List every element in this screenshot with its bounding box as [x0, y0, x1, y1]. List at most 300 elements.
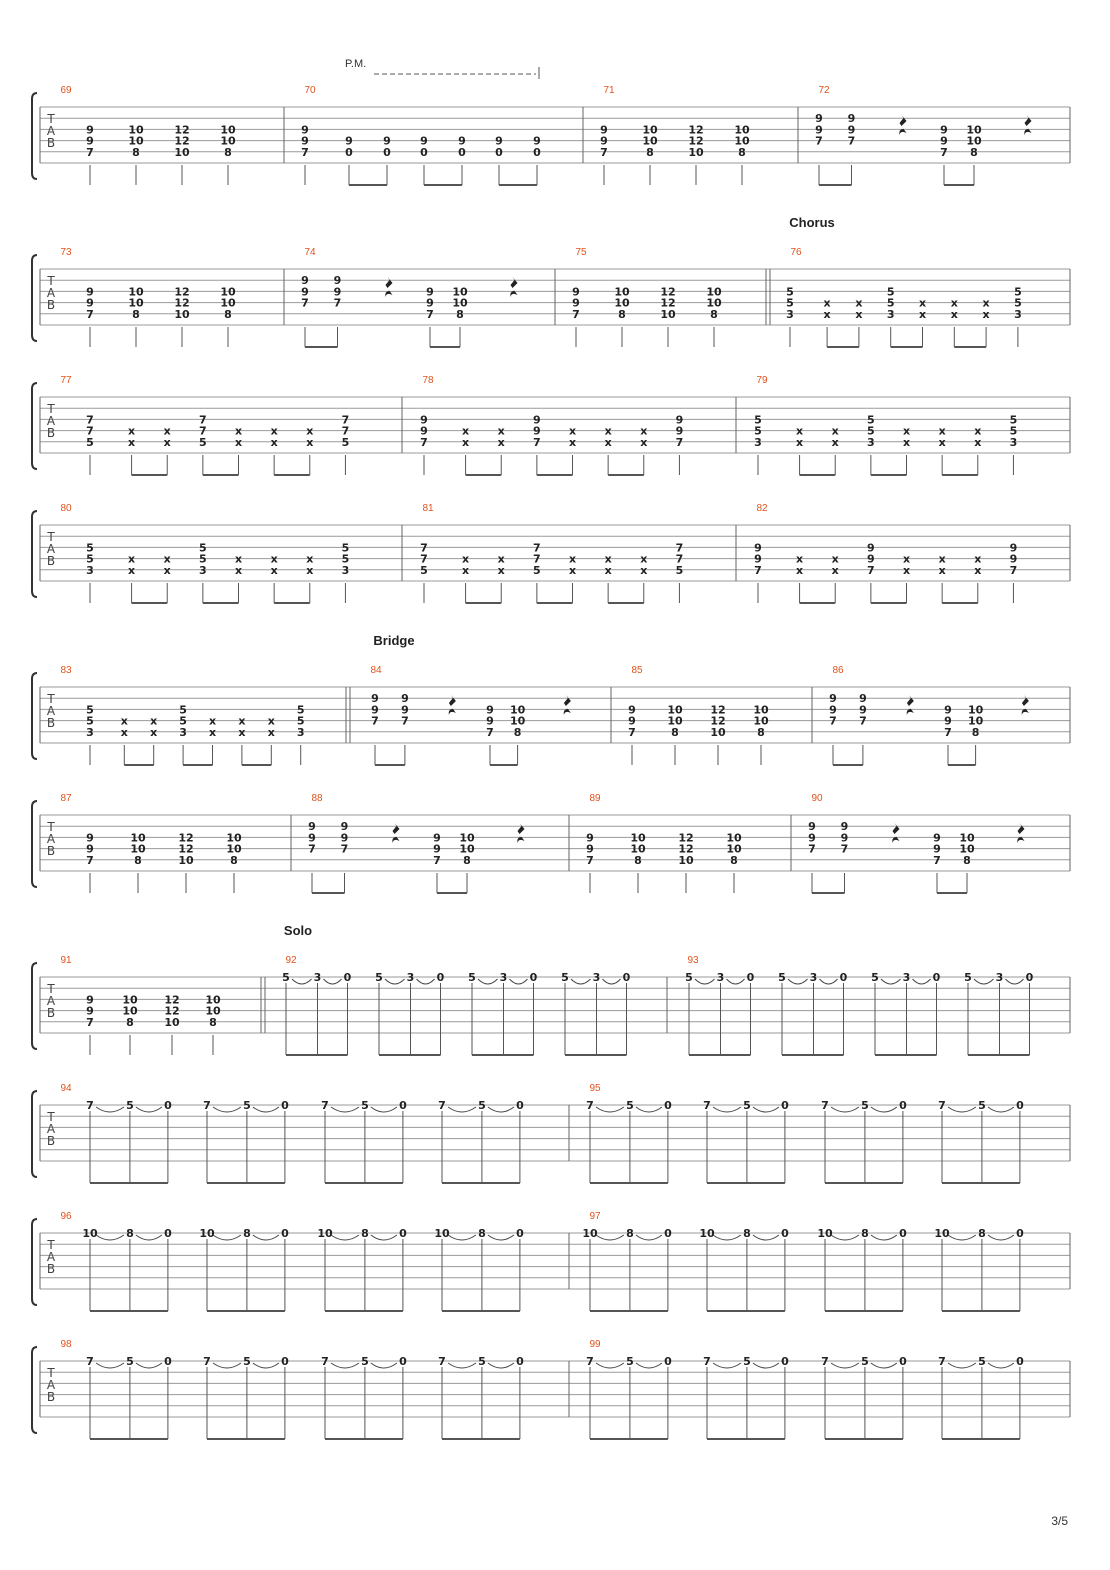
fret-number: 0 — [343, 971, 352, 984]
section-label-solo: Solo — [283, 923, 313, 938]
system-brace — [32, 511, 37, 597]
fret-number: 10 — [934, 1227, 950, 1240]
fret-number: 9 — [420, 424, 428, 438]
fret-number: 9 — [333, 274, 342, 288]
tab-clef-letter: B — [46, 426, 56, 440]
fret-number: 9 — [808, 820, 816, 834]
fret-number: 10 — [220, 123, 236, 137]
fret-number: 5 — [1009, 413, 1018, 427]
fret-number: 5 — [964, 971, 972, 984]
slur — [571, 979, 591, 984]
measure-number: 99 — [589, 1339, 601, 1350]
muted-note: x — [497, 563, 505, 577]
fret-number: 7 — [703, 1355, 711, 1368]
muted-note: x — [950, 307, 958, 321]
fret-number: 12 — [174, 123, 190, 137]
fret-number: 7 — [308, 842, 316, 856]
fret-number: 12 — [660, 296, 676, 310]
tab-clef-letter: T — [47, 692, 55, 706]
slur — [974, 979, 994, 984]
fret-number: 7 — [321, 1355, 329, 1368]
slur — [871, 1363, 897, 1368]
muted-note: x — [163, 435, 171, 449]
measure-number: 69 — [60, 85, 72, 96]
fret-number: 0 — [664, 1099, 672, 1112]
fret-number: 10 — [220, 134, 236, 148]
tab-clef-letter: B — [46, 1006, 56, 1020]
fret-number: 8 — [478, 1227, 486, 1240]
measure-number: 70 — [304, 85, 316, 96]
fret-number: 5 — [296, 703, 305, 717]
fret-number: 9 — [944, 703, 952, 717]
staff-system — [32, 1219, 1070, 1305]
fret-number: 9 — [815, 123, 823, 137]
fret-number: 7 — [199, 413, 207, 427]
fret-number: 7 — [808, 842, 816, 856]
fret-number: 10 — [734, 123, 750, 137]
slur — [713, 1363, 741, 1368]
fret-number: 10 — [174, 307, 190, 321]
fret-number: 9 — [426, 296, 434, 310]
fret-number: 5 — [754, 424, 762, 438]
fret-number: 8 — [743, 1227, 751, 1240]
muted-note: x — [831, 424, 839, 438]
fret-number: 9 — [420, 134, 428, 148]
fret-number: 8 — [132, 307, 140, 321]
muted-note: x — [128, 424, 136, 438]
fret-number: 10 — [174, 145, 190, 159]
muted-note: x — [234, 563, 243, 577]
fret-number: 9 — [383, 134, 391, 148]
fret-number: 10 — [630, 842, 646, 856]
fret-number: 9 — [86, 296, 94, 310]
slur — [713, 1107, 741, 1112]
fret-number: 7 — [533, 552, 541, 566]
fret-number: 7 — [86, 145, 94, 159]
fret-number: 7 — [438, 1355, 446, 1368]
fret-number: 7 — [86, 853, 94, 867]
fret-number: 5 — [86, 714, 94, 728]
measure-number: 87 — [60, 793, 72, 804]
fret-number: 10 — [220, 285, 236, 299]
slur — [488, 1363, 514, 1368]
muted-note: x — [238, 725, 246, 739]
muted-note: x — [604, 563, 612, 577]
fret-number: 10 — [726, 842, 742, 856]
slur — [331, 1235, 359, 1240]
fret-number: 12 — [174, 296, 190, 310]
muted-note: x — [120, 725, 128, 739]
muted-note: x — [270, 435, 278, 449]
fret-number: 12 — [178, 842, 194, 856]
fret-number: 9 — [829, 692, 837, 706]
muted-note: x — [497, 552, 505, 566]
fret-number: 0 — [516, 1099, 524, 1112]
fret-number: 10 — [452, 296, 468, 310]
fret-number: 0 — [383, 145, 391, 159]
fret-number: 7 — [341, 413, 350, 427]
fret-number: 9 — [586, 831, 594, 845]
fret-number: 10 — [753, 714, 769, 728]
muted-note: x — [640, 563, 648, 577]
fret-number: 10 — [967, 714, 984, 728]
fret-number: 10 — [582, 1227, 598, 1240]
fret-number: 7 — [859, 714, 867, 728]
fret-number: 9 — [86, 993, 94, 1007]
fret-number: 8 — [126, 1015, 134, 1029]
fret-number: 10 — [660, 307, 676, 321]
fret-number: 9 — [371, 703, 379, 717]
fret-number: 3 — [886, 307, 895, 321]
fret-number: 9 — [420, 413, 428, 427]
slur — [371, 1235, 397, 1240]
fret-number: 7 — [572, 307, 580, 321]
fret-number: 5 — [296, 714, 305, 728]
fret-number: 7 — [1009, 563, 1018, 577]
fret-number: 8 — [132, 145, 140, 159]
fret-number: 9 — [458, 134, 466, 148]
fret-number: 9 — [86, 285, 94, 299]
fret-number: 0 — [516, 1227, 524, 1240]
fret-number: 5 — [420, 563, 428, 577]
fret-number: 0 — [1016, 1355, 1024, 1368]
fret-number: 10 — [688, 145, 704, 159]
slur — [636, 1363, 662, 1368]
tab-clef-letter: A — [46, 542, 56, 556]
fret-number: 10 — [678, 853, 694, 867]
muted-note: x — [568, 424, 577, 438]
fret-number: 3 — [179, 725, 187, 739]
fret-number: 7 — [426, 307, 434, 321]
muted-note: x — [902, 552, 911, 566]
tab-clef-letter: B — [46, 554, 56, 568]
fret-number: 9 — [401, 692, 409, 706]
muted-note: x — [497, 435, 505, 449]
fret-number: 3 — [499, 971, 508, 984]
muted-note: x — [568, 435, 577, 449]
muted-note: x — [128, 552, 136, 566]
fret-number: 9 — [86, 1004, 94, 1018]
fret-number: 0 — [164, 1355, 172, 1368]
fret-number: 5 — [243, 1355, 251, 1368]
measure-number: 83 — [60, 665, 72, 676]
fret-number: 5 — [754, 413, 762, 427]
fret-number: 9 — [333, 285, 342, 299]
fret-number: 5 — [871, 971, 879, 984]
fret-number: 7 — [401, 714, 409, 728]
fret-number: 5 — [341, 435, 350, 449]
muted-note: x — [306, 552, 314, 566]
fret-number: 7 — [940, 145, 948, 159]
fret-number: 12 — [174, 134, 190, 148]
tab-clef-letter: A — [46, 286, 56, 300]
muted-note: x — [831, 563, 839, 577]
fret-number: 7 — [675, 435, 684, 449]
tab-clef-letter: A — [46, 832, 56, 846]
fret-number: 0 — [164, 1099, 172, 1112]
fret-number: 5 — [861, 1355, 869, 1368]
fret-number: 5 — [675, 563, 684, 577]
tab-clef-letter: A — [46, 1122, 56, 1136]
fret-number: 0 — [1016, 1227, 1024, 1240]
fret-number: 7 — [438, 1099, 446, 1112]
fret-number: 10 — [966, 134, 982, 148]
fret-number: 5 — [685, 971, 693, 984]
fret-number: 10 — [128, 285, 144, 299]
fret-number: 5 — [626, 1355, 634, 1368]
muted-note: x — [974, 552, 982, 566]
fret-number: 12 — [660, 285, 676, 299]
measure-number: 81 — [422, 503, 434, 514]
fret-number: 8 — [209, 1015, 217, 1029]
tab-clef-letter: T — [47, 274, 55, 288]
fret-number: 9 — [86, 842, 94, 856]
fret-number: 9 — [345, 134, 353, 148]
fret-number: 5 — [361, 1099, 369, 1112]
slur — [292, 979, 312, 984]
slur — [448, 1107, 476, 1112]
fret-number: 8 — [963, 853, 971, 867]
fret-number: 8 — [456, 307, 464, 321]
fret-number: 9 — [308, 831, 316, 845]
fret-number: 5 — [86, 552, 94, 566]
slur — [788, 979, 808, 984]
slur — [213, 1107, 241, 1112]
muted-note: x — [640, 424, 648, 438]
muted-note: x — [796, 435, 804, 449]
fret-number: 8 — [243, 1227, 251, 1240]
fret-number: 9 — [600, 134, 608, 148]
fret-number: 3 — [716, 971, 725, 984]
fret-number: 9 — [426, 285, 434, 299]
fret-number: 10 — [128, 123, 144, 137]
muted-note: x — [306, 563, 314, 577]
fret-number: 9 — [433, 842, 441, 856]
tab-clef-letter: B — [46, 716, 56, 730]
fret-number: 0 — [664, 1227, 672, 1240]
fret-number: 9 — [486, 703, 494, 717]
fret-number: 0 — [932, 971, 941, 984]
fret-number: 7 — [847, 134, 856, 148]
muted-note: x — [568, 552, 577, 566]
fret-number: 8 — [978, 1227, 986, 1240]
fret-number: 10 — [122, 993, 138, 1007]
fret-number: 10 — [817, 1227, 833, 1240]
muted-note: x — [855, 307, 863, 321]
fret-number: 9 — [859, 703, 867, 717]
muted-note: x — [150, 714, 158, 728]
fret-number: 7 — [829, 714, 837, 728]
fret-number: 0 — [622, 971, 631, 984]
slur — [96, 1235, 124, 1240]
fret-number: 7 — [586, 853, 594, 867]
muted-note: x — [163, 563, 171, 577]
slur — [695, 979, 715, 984]
muted-note: x — [462, 424, 470, 438]
muted-note: x — [902, 424, 911, 438]
fret-number: 3 — [86, 725, 94, 739]
fret-number: 3 — [1014, 307, 1022, 321]
fret-number: 5 — [86, 541, 94, 555]
slur — [636, 1235, 662, 1240]
muted-note: x — [823, 307, 831, 321]
muted-note: x — [234, 435, 243, 449]
fret-number: 0 — [781, 1355, 789, 1368]
fret-number: 3 — [341, 563, 350, 577]
fret-number: 12 — [678, 842, 694, 856]
fret-number: 5 — [243, 1099, 251, 1112]
fret-number: 9 — [308, 820, 316, 834]
fret-number: 10 — [130, 831, 146, 845]
fret-number: 0 — [281, 1099, 289, 1112]
measure-number: 76 — [790, 247, 802, 258]
slur — [603, 979, 621, 984]
fret-number: 3 — [809, 971, 818, 984]
slur — [636, 1107, 662, 1112]
muted-note: x — [902, 563, 911, 577]
fret-number: 9 — [944, 714, 952, 728]
fret-number: 7 — [86, 1015, 94, 1029]
slur — [881, 979, 901, 984]
fret-number: 9 — [1009, 541, 1018, 555]
tab-clef-letter: T — [47, 1110, 55, 1124]
tab-clef-letter: B — [46, 1134, 56, 1148]
slur — [324, 979, 342, 984]
slur — [713, 1235, 741, 1240]
fret-number: 9 — [867, 541, 875, 555]
fret-number: 10 — [509, 703, 526, 717]
slur — [96, 1363, 124, 1368]
staff-system — [32, 673, 1070, 759]
fret-number: 10 — [959, 831, 975, 845]
slur — [948, 1235, 976, 1240]
fret-number: 12 — [174, 285, 190, 299]
fret-number: 0 — [781, 1227, 789, 1240]
fret-number: 10 — [205, 993, 221, 1007]
slur — [596, 1235, 624, 1240]
fret-number: 7 — [203, 1355, 211, 1368]
muted-note: x — [823, 296, 831, 310]
fret-number: 10 — [226, 831, 242, 845]
palm-mute-label: P.M. — [345, 58, 367, 70]
fret-number: 8 — [513, 725, 522, 739]
fret-number: 9 — [486, 714, 494, 728]
slur — [596, 1107, 624, 1112]
fret-number: 5 — [786, 296, 794, 310]
fret-number: 7 — [933, 853, 941, 867]
fret-number: 12 — [164, 993, 180, 1007]
muted-note: x — [640, 552, 648, 566]
muted-note: x — [855, 296, 863, 310]
system-brace — [32, 1219, 37, 1305]
fret-number: 0 — [1016, 1099, 1024, 1112]
fret-number: 10 — [205, 1004, 221, 1018]
fret-number: 10 — [630, 831, 646, 845]
muted-note: x — [831, 435, 839, 449]
fret-number: 10 — [130, 842, 146, 856]
fret-number: 9 — [628, 714, 636, 728]
fret-number: 10 — [734, 134, 750, 148]
fret-number: 0 — [399, 1355, 407, 1368]
fret-number: 5 — [468, 971, 476, 984]
fret-number: 10 — [642, 134, 658, 148]
staff-system — [32, 963, 1070, 1049]
fret-number: 9 — [340, 831, 349, 845]
fret-number: 9 — [940, 123, 948, 137]
fret-number: 10 — [509, 714, 526, 728]
muted-note: x — [120, 714, 128, 728]
muted-note: x — [796, 563, 804, 577]
fret-number: 10 — [178, 853, 194, 867]
fret-number: 8 — [361, 1227, 369, 1240]
fret-number: 7 — [628, 725, 636, 739]
muted-note: x — [604, 435, 612, 449]
slur — [753, 1363, 779, 1368]
measure-number: 73 — [60, 247, 72, 258]
measure-number: 90 — [811, 793, 823, 804]
muted-note: x — [796, 552, 804, 566]
fret-number: 10 — [966, 123, 982, 137]
system-brace — [32, 383, 37, 469]
fret-number: 9 — [847, 112, 856, 126]
page-number: 3/5 — [1051, 1514, 1068, 1528]
system-brace — [32, 801, 37, 887]
fret-number: 12 — [178, 831, 194, 845]
muted-note: x — [270, 563, 278, 577]
fret-number: 5 — [861, 1099, 869, 1112]
fret-number: 3 — [592, 971, 601, 984]
fret-number: 8 — [134, 853, 142, 867]
fret-number: 3 — [902, 971, 911, 984]
muted-note: x — [462, 563, 470, 577]
fret-number: 10 — [753, 703, 769, 717]
slur — [913, 979, 931, 984]
tab-clef-letter: A — [46, 704, 56, 718]
fret-number: 7 — [433, 853, 441, 867]
muted-note: x — [163, 424, 171, 438]
fret-number: 10 — [220, 296, 236, 310]
slur — [331, 1107, 359, 1112]
system-brace — [32, 255, 37, 341]
fret-number: 0 — [899, 1099, 907, 1112]
fret-number: 8 — [730, 853, 738, 867]
system-brace — [32, 963, 37, 1049]
slur — [331, 1363, 359, 1368]
fret-number: 9 — [586, 842, 594, 856]
fret-number: 0 — [495, 145, 503, 159]
muted-note: x — [796, 424, 804, 438]
slur — [213, 1235, 241, 1240]
fret-number: 7 — [321, 1099, 329, 1112]
fret-number: 9 — [371, 692, 379, 706]
fret-number: 8 — [626, 1227, 634, 1240]
slur — [831, 1107, 859, 1112]
fret-number: 5 — [126, 1099, 134, 1112]
slur — [136, 1235, 162, 1240]
fret-number: 5 — [533, 563, 541, 577]
fret-number: 7 — [86, 1355, 94, 1368]
muted-note: x — [128, 563, 136, 577]
slur — [96, 1107, 124, 1112]
slur — [753, 1107, 779, 1112]
fret-number: 7 — [821, 1099, 829, 1112]
muted-note: x — [974, 563, 982, 577]
fret-number: 5 — [341, 552, 350, 566]
muted-note: x — [918, 307, 927, 321]
muted-note: x — [267, 714, 275, 728]
muted-note: x — [640, 435, 648, 449]
fret-number: 9 — [600, 123, 608, 137]
